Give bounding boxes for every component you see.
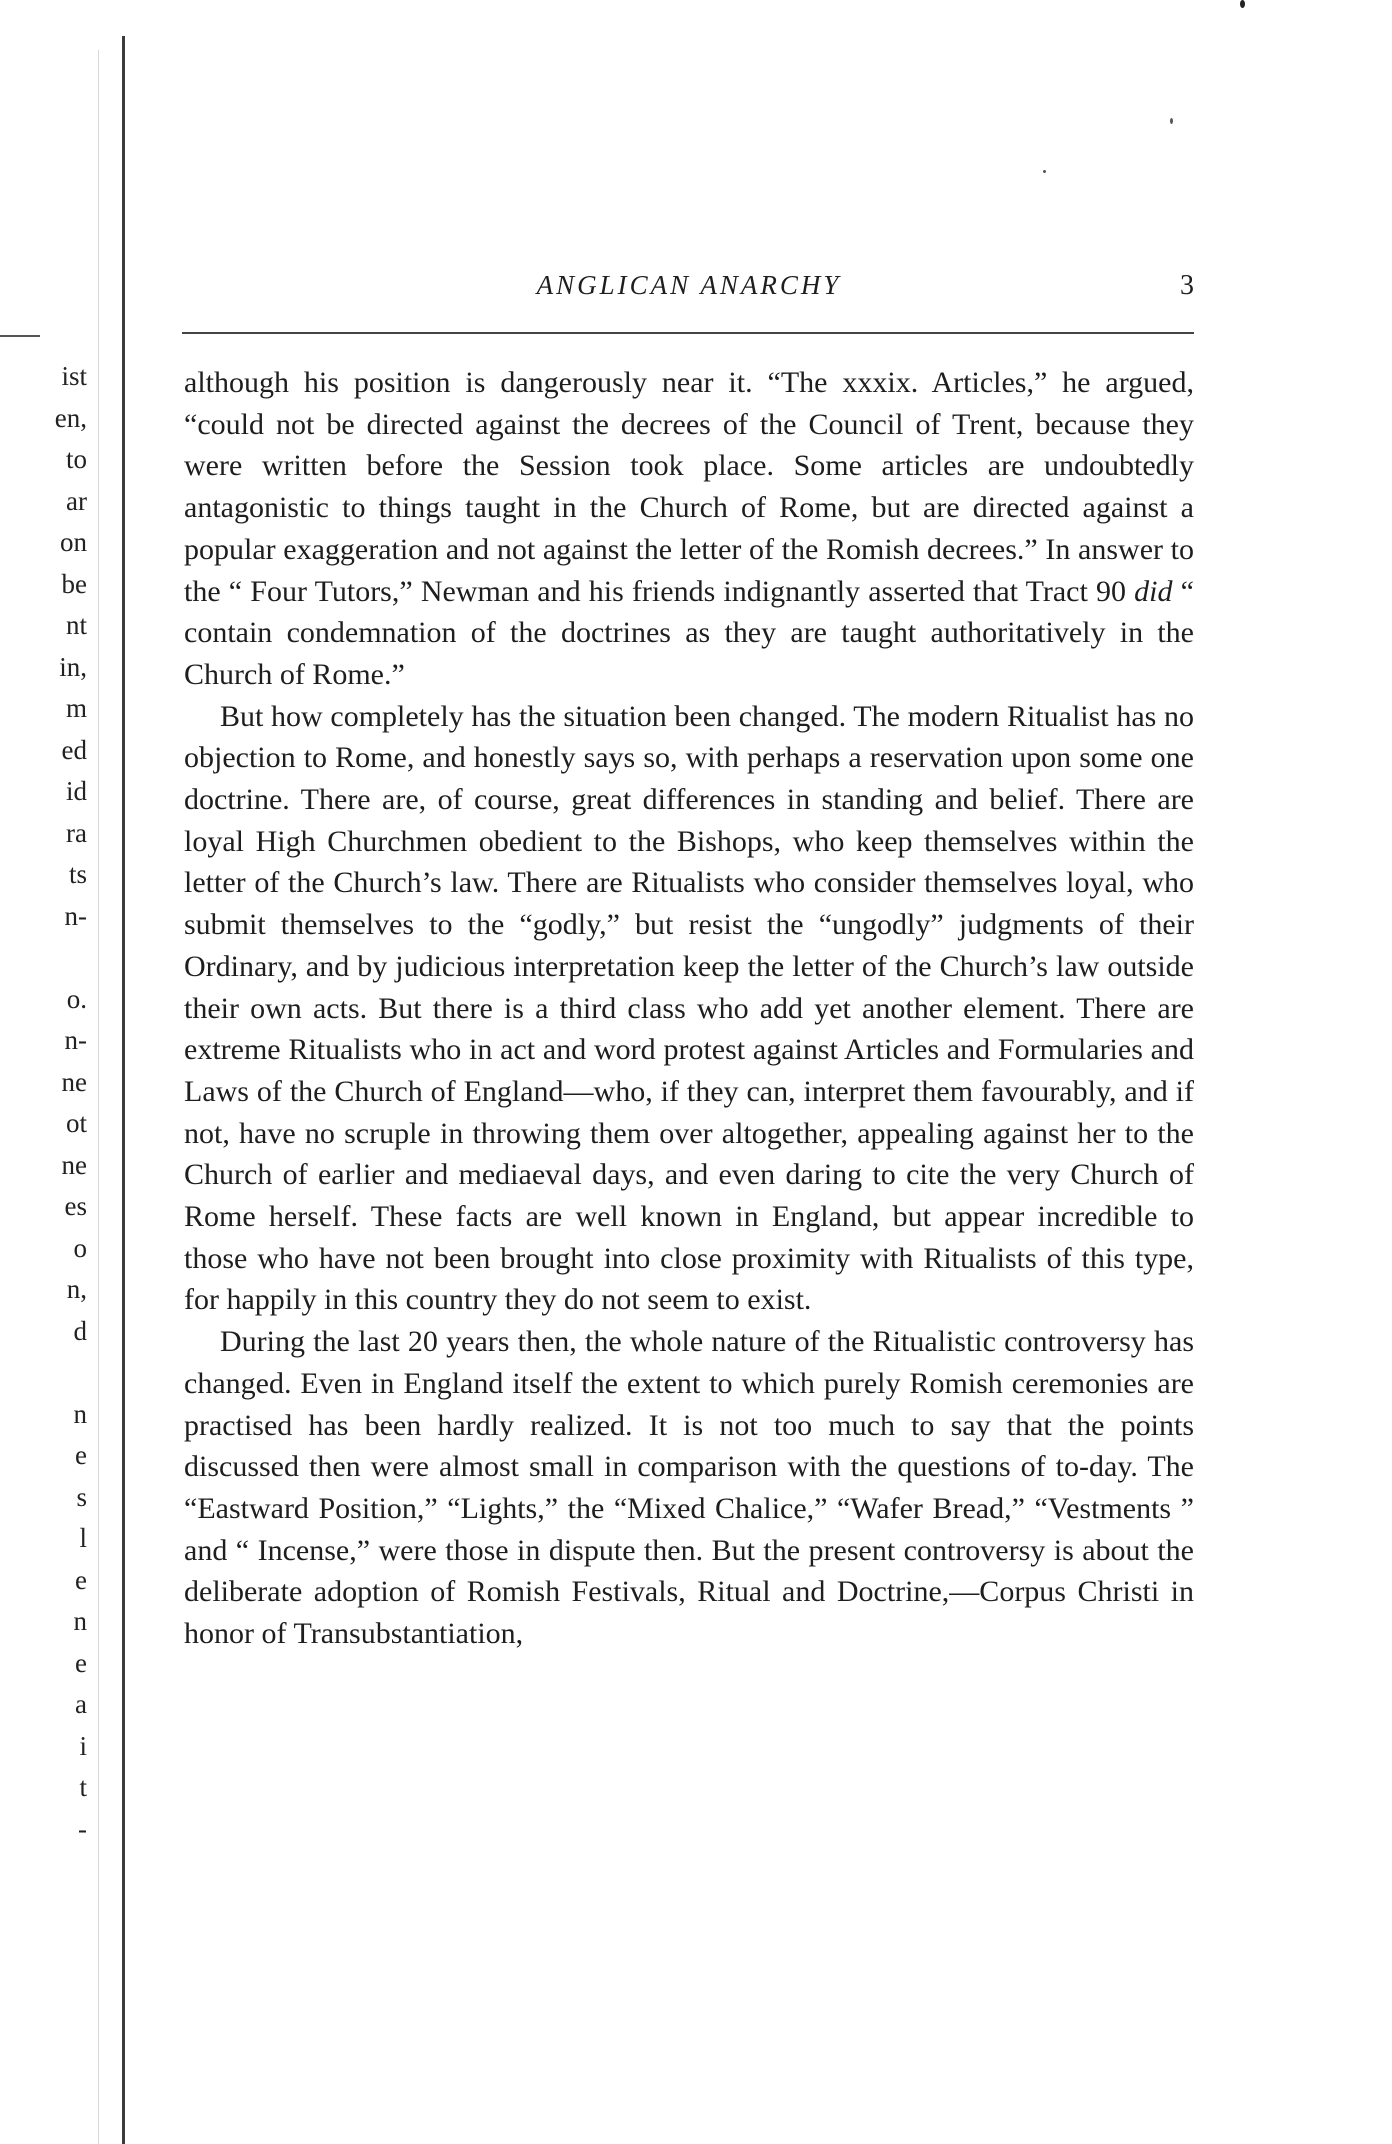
previous-page-fragment: ra	[66, 817, 87, 848]
previous-page-fragment: ed	[61, 734, 87, 765]
italic-text: did	[1134, 574, 1173, 608]
previous-page-fragment: to	[65, 444, 87, 474]
page-number: 3	[1180, 270, 1194, 301]
previous-page-fragment: o	[73, 1232, 87, 1263]
previous-page-fragment: ts	[68, 859, 87, 889]
text-run: During the last 20 years then, the whole nature of the Ritualistic controversy has changed. Even in England itself the extent to which purely Romish ceremonies are practised has been hardly realized. It is not too much to say that the points discussed then were almost small in comparison with the questions of to-day. The “Eastward Position,” “Lights,” the “Mixed Chalice,” “Wafer Bread,” “Vestments ” and “ Incense,” were those in dispute then. But the present controversy is about the deliberate adoption of Romish Festivals, Ritual and Doctrine,—Corpus Christi in honor of Transubstantiation,	[184, 1325, 1194, 1651]
text-run: although his position is dangerously near it. “The xxxix. Articles,” he argued, “could not be directed against the decrees of the Council of Trent, because they were written before the Session took place. Some articles are undoubtedly antagonistic to things taught in the Church of Rome, but are directed against a popular exaggeration and not against the letter of the Romish decrees.” In answer to the “ Four Tutors,” Newman and his friends indignantly asserted that Tract 90	[184, 366, 1194, 608]
previous-page-fragment: nt	[65, 610, 87, 640]
previous-page-fragment: d	[73, 1315, 87, 1346]
previous-page-fragment: i	[79, 1730, 87, 1761]
previous-page-fragment: n	[73, 1606, 87, 1636]
previous-page-fragment: a	[75, 1689, 87, 1719]
previous-page-fragment: e	[75, 1440, 87, 1470]
previous-page-fragment: id	[65, 776, 87, 806]
previous-page-fragment: n,	[66, 1274, 87, 1304]
previous-page-rule	[0, 335, 40, 337]
previous-page-fragment: s	[76, 1481, 87, 1512]
header-rule	[182, 332, 1194, 334]
previous-page-fragment: o.	[66, 983, 87, 1014]
previous-page-fragment: e	[75, 1647, 87, 1678]
running-title: ANGLICAN ANARCHY	[536, 270, 842, 300]
previous-page-fragment: en,	[54, 402, 87, 433]
previous-page-fragment: in,	[59, 651, 87, 682]
previous-page-fragment: ot	[65, 1108, 87, 1138]
paragraph	[184, 696, 1194, 1322]
previous-page-fragment: be	[61, 568, 87, 599]
previous-page-fragment: m	[65, 693, 87, 723]
body-text	[184, 362, 1194, 1655]
paragraph	[184, 1321, 1194, 1655]
previous-page-fragment: ar	[66, 485, 87, 516]
page-header	[184, 270, 1194, 310]
previous-page-fragment: n-	[64, 1025, 87, 1055]
previous-page-fragment: t	[79, 1772, 87, 1802]
paragraph	[184, 362, 1194, 696]
text-run: But how completely has the situation been changed. The modern Ritualist has no objection to Rome, and honestly says so, with perhaps a reservation upon some one doctrine. There are, of course, great differences in standing and belief. There are loyal High Churchmen obedient to the Bishops, who keep themselves within the letter of the Church’s law. There are Ritualists who consider themselves loyal, who submit themselves to the “godly,” but resist the “ungodly” judgments of their Ordinary, and by judicious interpretation keep the letter of the Church’s law outside their own acts. But there is a third class who add yet another element. There are extreme Ritualists who in act and word protest against Articles and Formularies and Laws of the Church of England—who, if they can, interpret them favourably, and if not, have no scruple in throwing them over altogether, appealing against her to the Church of earlier and mediaeval days, and even daring to cite the very Church of Rome herself. These facts are well known in England, but appear incredible to those who have not been brought into close proximity with Ritualists of this type, for happily in this country they do not seem to exist.	[184, 699, 1194, 1317]
scan-speck	[1170, 118, 1173, 124]
previous-page-edge	[0, 0, 95, 2144]
gutter-shadow	[98, 50, 99, 2144]
scan-speck	[1043, 170, 1046, 173]
previous-page-fragment: es	[64, 1191, 87, 1221]
previous-page-fragment: ist	[61, 361, 87, 391]
previous-page-fragment: n-	[64, 900, 87, 931]
previous-page-fragment: n	[73, 1398, 87, 1429]
previous-page-fragment: on	[60, 527, 87, 557]
previous-page-fragment: l	[79, 1523, 87, 1553]
previous-page-fragment: e	[75, 1564, 87, 1595]
previous-page-fragment: -	[78, 1813, 87, 1844]
text-run: “ contain condemnation of the doctrines as they are taught authoritatively in the Church of Rome.”	[184, 574, 1194, 691]
previous-page-fragment: ne	[61, 1149, 87, 1180]
book-gutter	[122, 36, 125, 2144]
scan-speck	[1240, 0, 1245, 8]
previous-page-fragment: ne	[61, 1066, 87, 1097]
